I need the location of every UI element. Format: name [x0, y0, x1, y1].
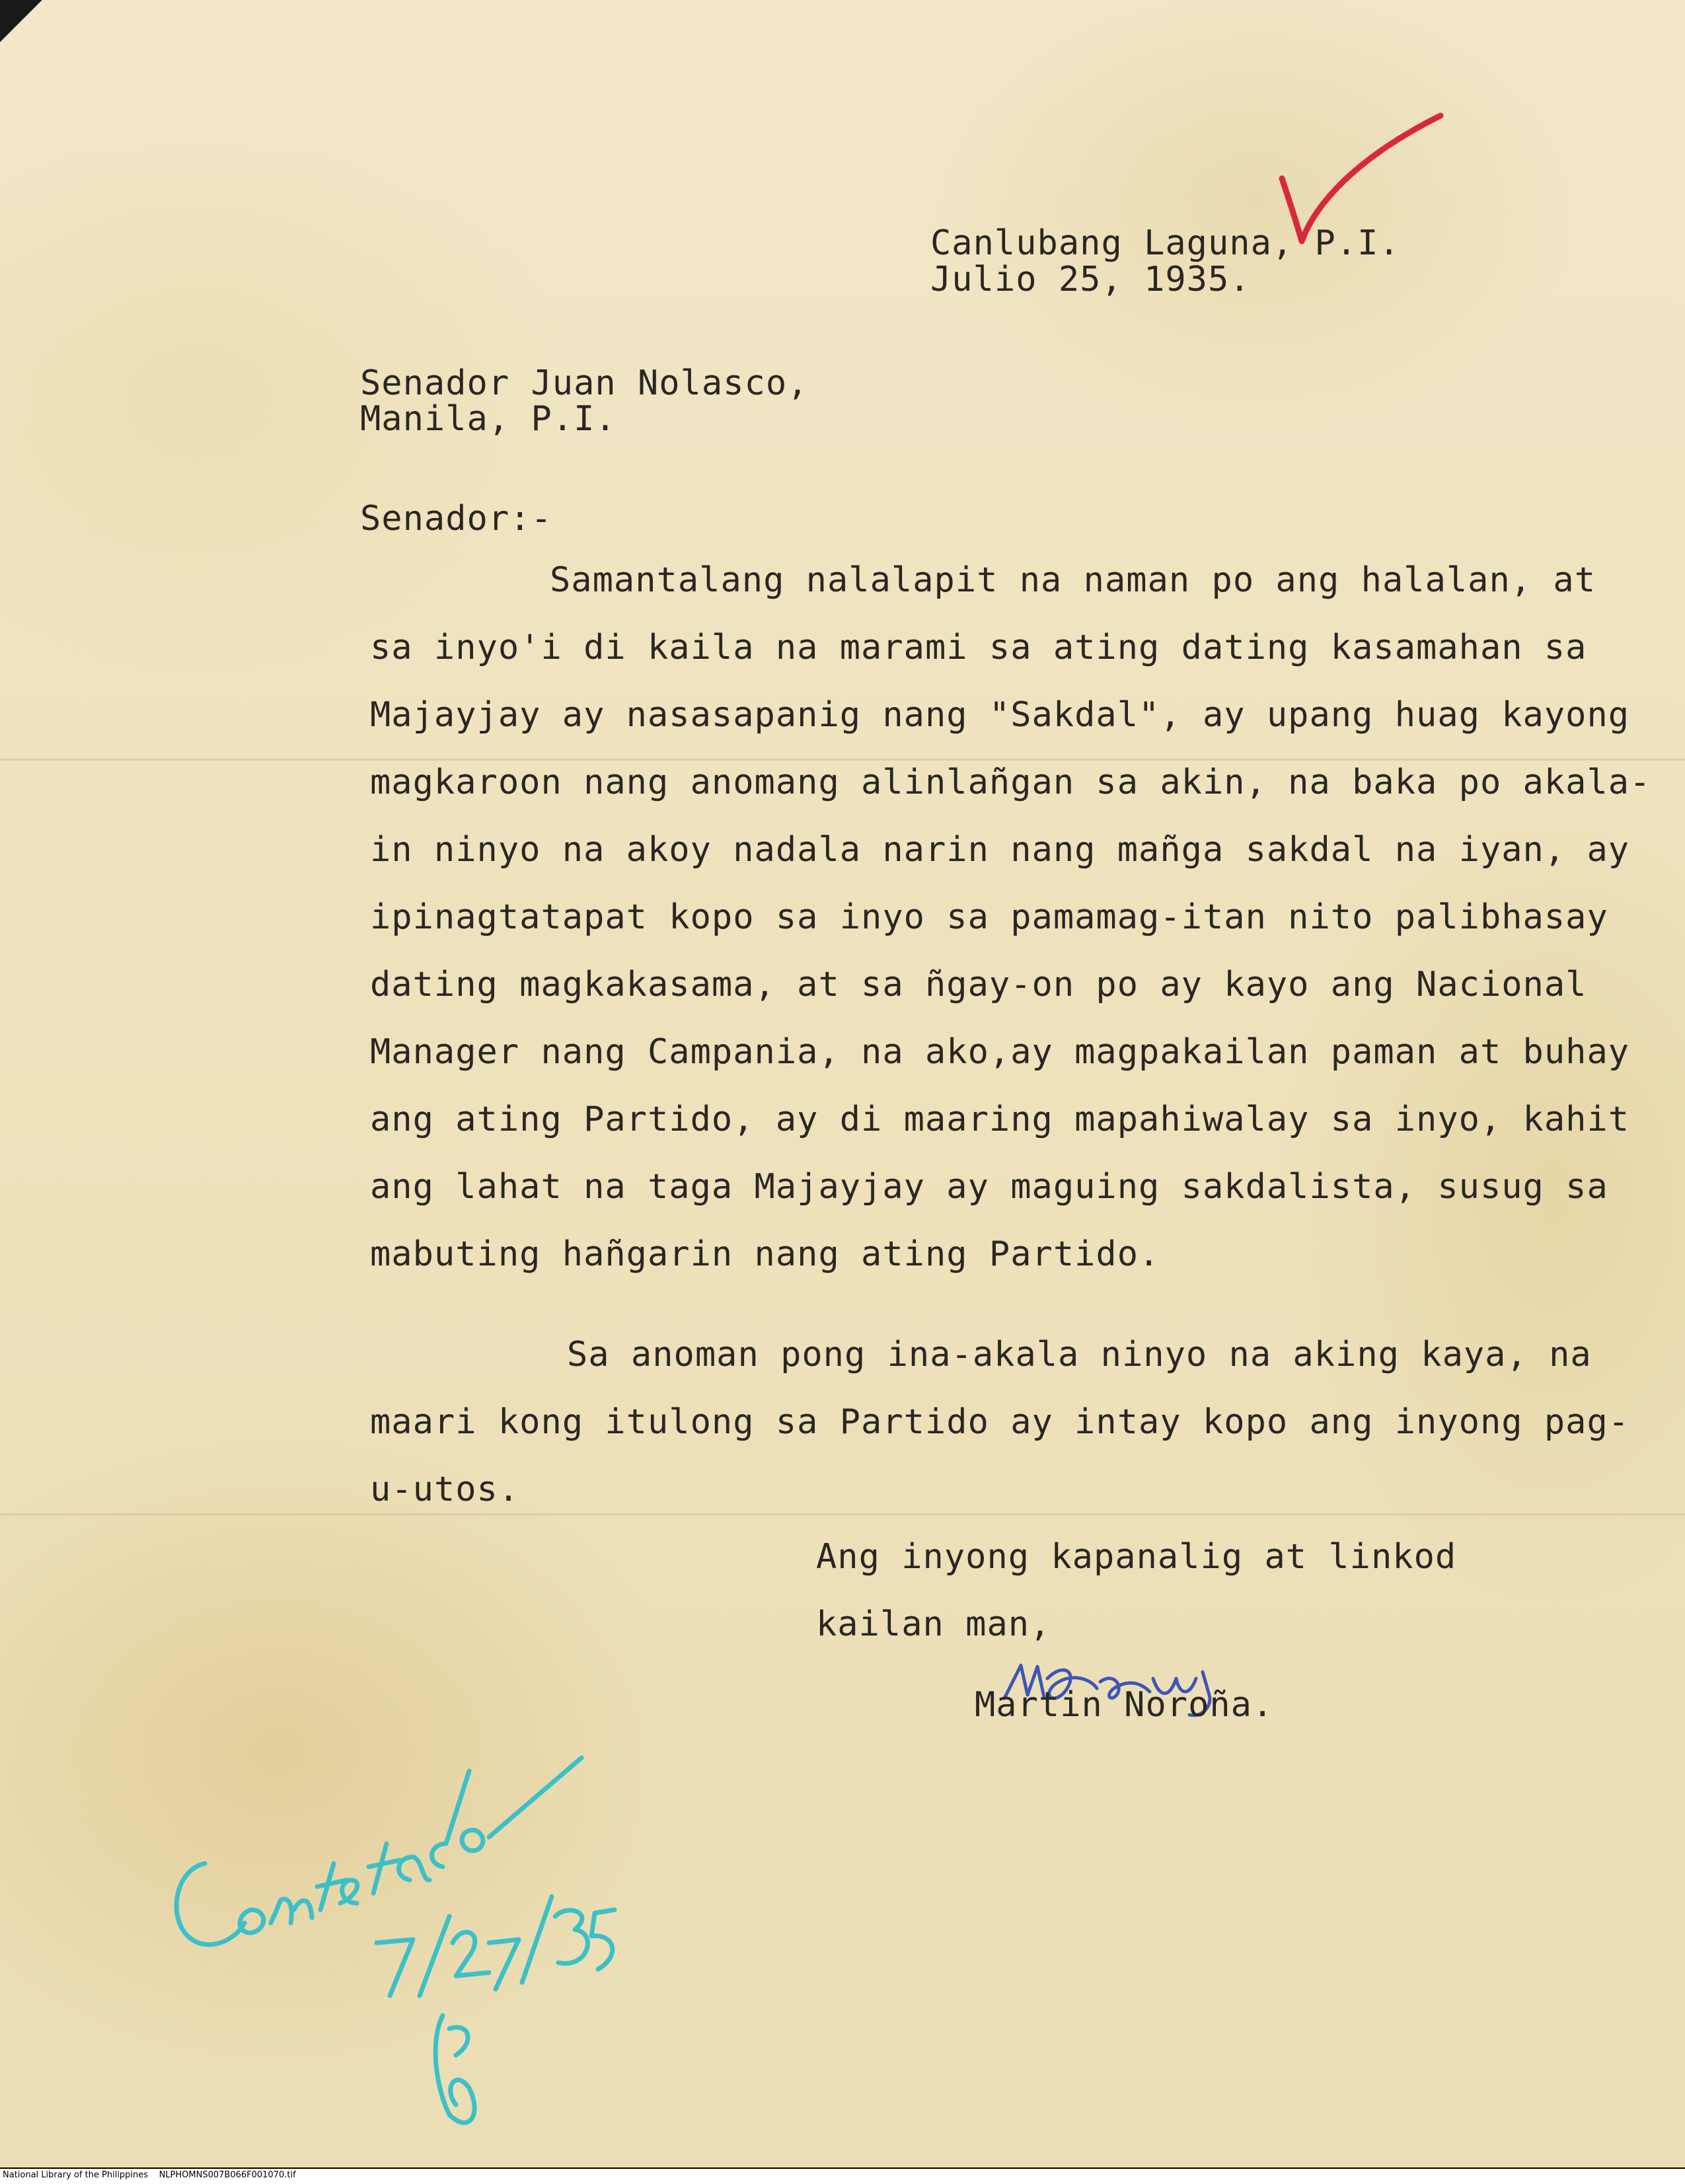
- paragraph-line: u-utos.: [370, 1470, 520, 1509]
- recipient-name: Senador Juan Nolasco,: [360, 363, 809, 403]
- paragraph-line: in ninyo na akoy nadala narin nang mañga sakdal na iyan, ay: [370, 830, 1630, 870]
- archive-footer-text: National Library of the Philippines NLPHOMNS007B066F001070.tif: [3, 2170, 296, 2180]
- recipient-city: Manila, P.I.: [360, 399, 617, 439]
- paragraph-line: Samantalang nalalapit na naman po ang halalan, at: [550, 560, 1596, 600]
- handwritten-note-contestado: [159, 1745, 661, 2167]
- paragraph-line: Majayjay ay nasasapanig nang "Sakdal", ay upang huag kayong: [370, 695, 1630, 735]
- paragraph-line: mabuting hañgarin nang ating Partido.: [370, 1234, 1160, 1274]
- paper-fold-line: [0, 759, 1685, 761]
- paragraph-line: maari kong itulong sa Partido ay intay kopo ang inyong pag-: [370, 1402, 1630, 1442]
- closing-line: kailan man,: [816, 1604, 1051, 1644]
- letter-place: Canlubang Laguna, P.I.: [930, 223, 1400, 263]
- letter-date: Julio 25, 1935.: [930, 260, 1251, 299]
- signer-name: Martin Noroña.: [975, 1685, 1274, 1725]
- paragraph-line: ang ating Partido, ay di maaring mapahiwalay sa inyo, kahit: [370, 1100, 1630, 1139]
- salutation: Senador:-: [360, 499, 552, 539]
- paragraph-line: sa inyo'i di kaila na marami sa ating dating kasamahan sa: [370, 628, 1587, 667]
- closing-line: Ang inyong kapanalig at linkod: [816, 1537, 1457, 1577]
- paragraph-line: ipinagtatapat kopo sa inyo sa pamamag-itan nito palibhasay: [370, 897, 1608, 937]
- paragraph-line: Sa anoman pong ina-akala ninyo na aking kaya, na: [567, 1335, 1592, 1374]
- paragraph-line: dating magkakasama, at sa ñgay-on po ay kayo ang Nacional: [370, 965, 1587, 1004]
- page-corner-edge: [0, 0, 46, 46]
- paragraph-line: ang lahat na taga Majayjay ay maguing sakdalista, susug sa: [370, 1167, 1608, 1207]
- paper-fold-line: [0, 1513, 1685, 1515]
- paragraph-line: magkaroon nang anomang alinlañgan sa akin, na baka po akala-: [370, 763, 1651, 802]
- paragraph-line: Manager nang Campania, na ako,ay magpakailan paman at buhay: [370, 1032, 1630, 1072]
